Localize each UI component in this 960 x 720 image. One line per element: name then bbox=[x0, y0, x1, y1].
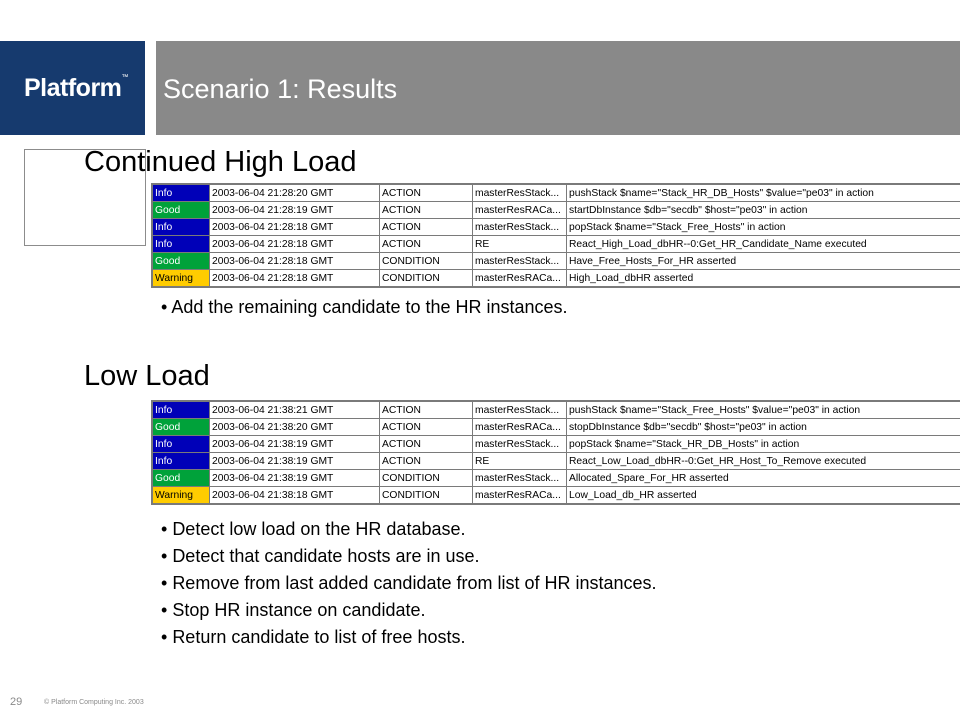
log-cell-source: masterResRACa... bbox=[473, 202, 567, 219]
bullet-text: Stop HR instance on candidate. bbox=[172, 600, 426, 620]
log-cell-message: React_Low_Load_dbHR--0:Get_HR_Host_To_Remove executed bbox=[567, 453, 960, 470]
log-cell-source: RE bbox=[473, 453, 567, 470]
log-cell-level: Good bbox=[153, 253, 210, 270]
slide-title: Scenario 1: Results bbox=[163, 74, 398, 104]
log-cell-timestamp: 2003-06-04 21:38:21 GMT bbox=[210, 402, 380, 419]
log-cell-source: masterResStack... bbox=[473, 185, 567, 202]
log-row bbox=[153, 236, 960, 253]
log-cell-source: masterResStack... bbox=[473, 219, 567, 236]
log-cell-type: ACTION bbox=[380, 419, 473, 436]
log-row bbox=[153, 185, 960, 202]
log-cell-level: Info bbox=[153, 236, 210, 253]
log-cell-timestamp: 2003-06-04 21:28:18 GMT bbox=[210, 236, 380, 253]
log-cell-source: masterResStack... bbox=[473, 436, 567, 453]
log-row bbox=[153, 402, 960, 419]
log-cell-source: masterResRACa... bbox=[473, 419, 567, 436]
log-cell-timestamp: 2003-06-04 21:38:20 GMT bbox=[210, 419, 380, 436]
log-cell-message: React_High_Load_dbHR--0:Get_HR_Candidate_Name executed bbox=[567, 236, 960, 253]
log-rows-low-load bbox=[153, 402, 960, 504]
log-cell-timestamp: 2003-06-04 21:38:18 GMT bbox=[210, 487, 380, 504]
bullet-marker: • bbox=[161, 627, 173, 647]
log-row bbox=[153, 470, 960, 487]
log-row bbox=[153, 202, 960, 219]
section-title-high-load: Continued High Load bbox=[84, 146, 357, 178]
log-cell-level: Good bbox=[153, 470, 210, 487]
log-cell-level: Info bbox=[153, 219, 210, 236]
log-cell-message: stopDbInstance $db="secdb" $host="pe03" in action bbox=[567, 419, 960, 436]
log-cell-source: masterResStack... bbox=[473, 402, 567, 419]
slide-number: 29 bbox=[10, 696, 23, 708]
log-cell-source: masterResStack... bbox=[473, 253, 567, 270]
log-cell-type: ACTION bbox=[380, 436, 473, 453]
bullet-marker: • bbox=[161, 573, 173, 593]
log-cell-timestamp: 2003-06-04 21:28:18 GMT bbox=[210, 253, 380, 270]
log-cell-type: ACTION bbox=[380, 402, 473, 419]
log-row bbox=[153, 453, 960, 470]
event-log-high-load bbox=[151, 183, 960, 288]
log-cell-timestamp: 2003-06-04 21:28:20 GMT bbox=[210, 185, 380, 202]
bullet-text: Add the remaining candidate to the HR instances. bbox=[171, 297, 568, 317]
log-cell-type: CONDITION bbox=[380, 253, 473, 270]
log-cell-message: Allocated_Spare_For_HR asserted bbox=[567, 470, 960, 487]
log-cell-timestamp: 2003-06-04 21:38:19 GMT bbox=[210, 470, 380, 487]
log-row bbox=[153, 436, 960, 453]
log-cell-level: Warning bbox=[153, 270, 210, 287]
log-cell-source: RE bbox=[473, 236, 567, 253]
bullet-list-low-load bbox=[161, 516, 657, 651]
bullet-item bbox=[161, 516, 657, 543]
log-cell-timestamp: 2003-06-04 21:28:18 GMT bbox=[210, 219, 380, 236]
log-cell-type: CONDITION bbox=[380, 470, 473, 487]
bullet-item bbox=[161, 543, 657, 570]
section-title-low-load: Low Load bbox=[84, 360, 210, 392]
log-row bbox=[153, 487, 960, 504]
log-cell-timestamp: 2003-06-04 21:38:19 GMT bbox=[210, 453, 380, 470]
bullet-marker: • bbox=[161, 546, 173, 566]
bullet-text: Detect that candidate hosts are in use. bbox=[172, 546, 480, 566]
log-cell-message: High_Load_dbHR asserted bbox=[567, 270, 960, 287]
bullet-marker: • bbox=[161, 600, 173, 620]
log-cell-type: ACTION bbox=[380, 236, 473, 253]
log-row bbox=[153, 419, 960, 436]
bullet-text: Remove from last added candidate from list of HR instances. bbox=[172, 573, 657, 593]
log-cell-message: Have_Free_Hosts_For_HR asserted bbox=[567, 253, 960, 270]
platform-logo: Platform™ bbox=[24, 74, 128, 102]
log-cell-level: Good bbox=[153, 202, 210, 219]
bullet-item bbox=[161, 294, 568, 321]
copyright-notice: © Platform Computing Inc. 2003 bbox=[44, 699, 144, 706]
log-cell-message: pushStack $name="Stack_HR_DB_Hosts" $value="pe03" in action bbox=[567, 185, 960, 202]
log-cell-source: masterResRACa... bbox=[473, 270, 567, 287]
bullet-list-high-load bbox=[161, 294, 568, 321]
bullet-text: Detect low load on the HR database. bbox=[172, 519, 466, 539]
bullet-text: Return candidate to list of free hosts. bbox=[172, 627, 466, 647]
log-cell-type: CONDITION bbox=[380, 487, 473, 504]
bullet-marker: • bbox=[161, 297, 172, 317]
log-cell-type: ACTION bbox=[380, 219, 473, 236]
log-cell-type: CONDITION bbox=[380, 270, 473, 287]
log-cell-level: Good bbox=[153, 419, 210, 436]
log-cell-message: pushStack $name="Stack_Free_Hosts" $value="pe03" in action bbox=[567, 402, 960, 419]
log-cell-timestamp: 2003-06-04 21:28:18 GMT bbox=[210, 270, 380, 287]
log-cell-message: popStack $name="Stack_HR_DB_Hosts" in action bbox=[567, 436, 960, 453]
bullet-item bbox=[161, 597, 657, 624]
log-cell-level: Info bbox=[153, 185, 210, 202]
log-cell-type: ACTION bbox=[380, 202, 473, 219]
log-cell-timestamp: 2003-06-04 21:38:19 GMT bbox=[210, 436, 380, 453]
log-row bbox=[153, 270, 960, 287]
log-cell-level: Info bbox=[153, 436, 210, 453]
log-cell-level: Warning bbox=[153, 487, 210, 504]
bullet-item bbox=[161, 624, 657, 651]
log-cell-level: Info bbox=[153, 402, 210, 419]
bullet-marker: • bbox=[161, 519, 173, 539]
log-cell-level: Info bbox=[153, 453, 210, 470]
log-cell-type: ACTION bbox=[380, 453, 473, 470]
log-cell-source: masterResRACa... bbox=[473, 487, 567, 504]
log-cell-source: masterResStack... bbox=[473, 470, 567, 487]
log-row bbox=[153, 253, 960, 270]
log-cell-type: ACTION bbox=[380, 185, 473, 202]
log-cell-message: startDbInstance $db="secdb" $host="pe03" in action bbox=[567, 202, 960, 219]
log-cell-message: Low_Load_db_HR asserted bbox=[567, 487, 960, 504]
log-rows-high-load bbox=[153, 185, 960, 287]
log-row bbox=[153, 219, 960, 236]
log-cell-message: popStack $name="Stack_Free_Hosts" in action bbox=[567, 219, 960, 236]
log-cell-timestamp: 2003-06-04 21:28:19 GMT bbox=[210, 202, 380, 219]
bullet-item bbox=[161, 570, 657, 597]
event-log-low-load bbox=[151, 400, 960, 505]
